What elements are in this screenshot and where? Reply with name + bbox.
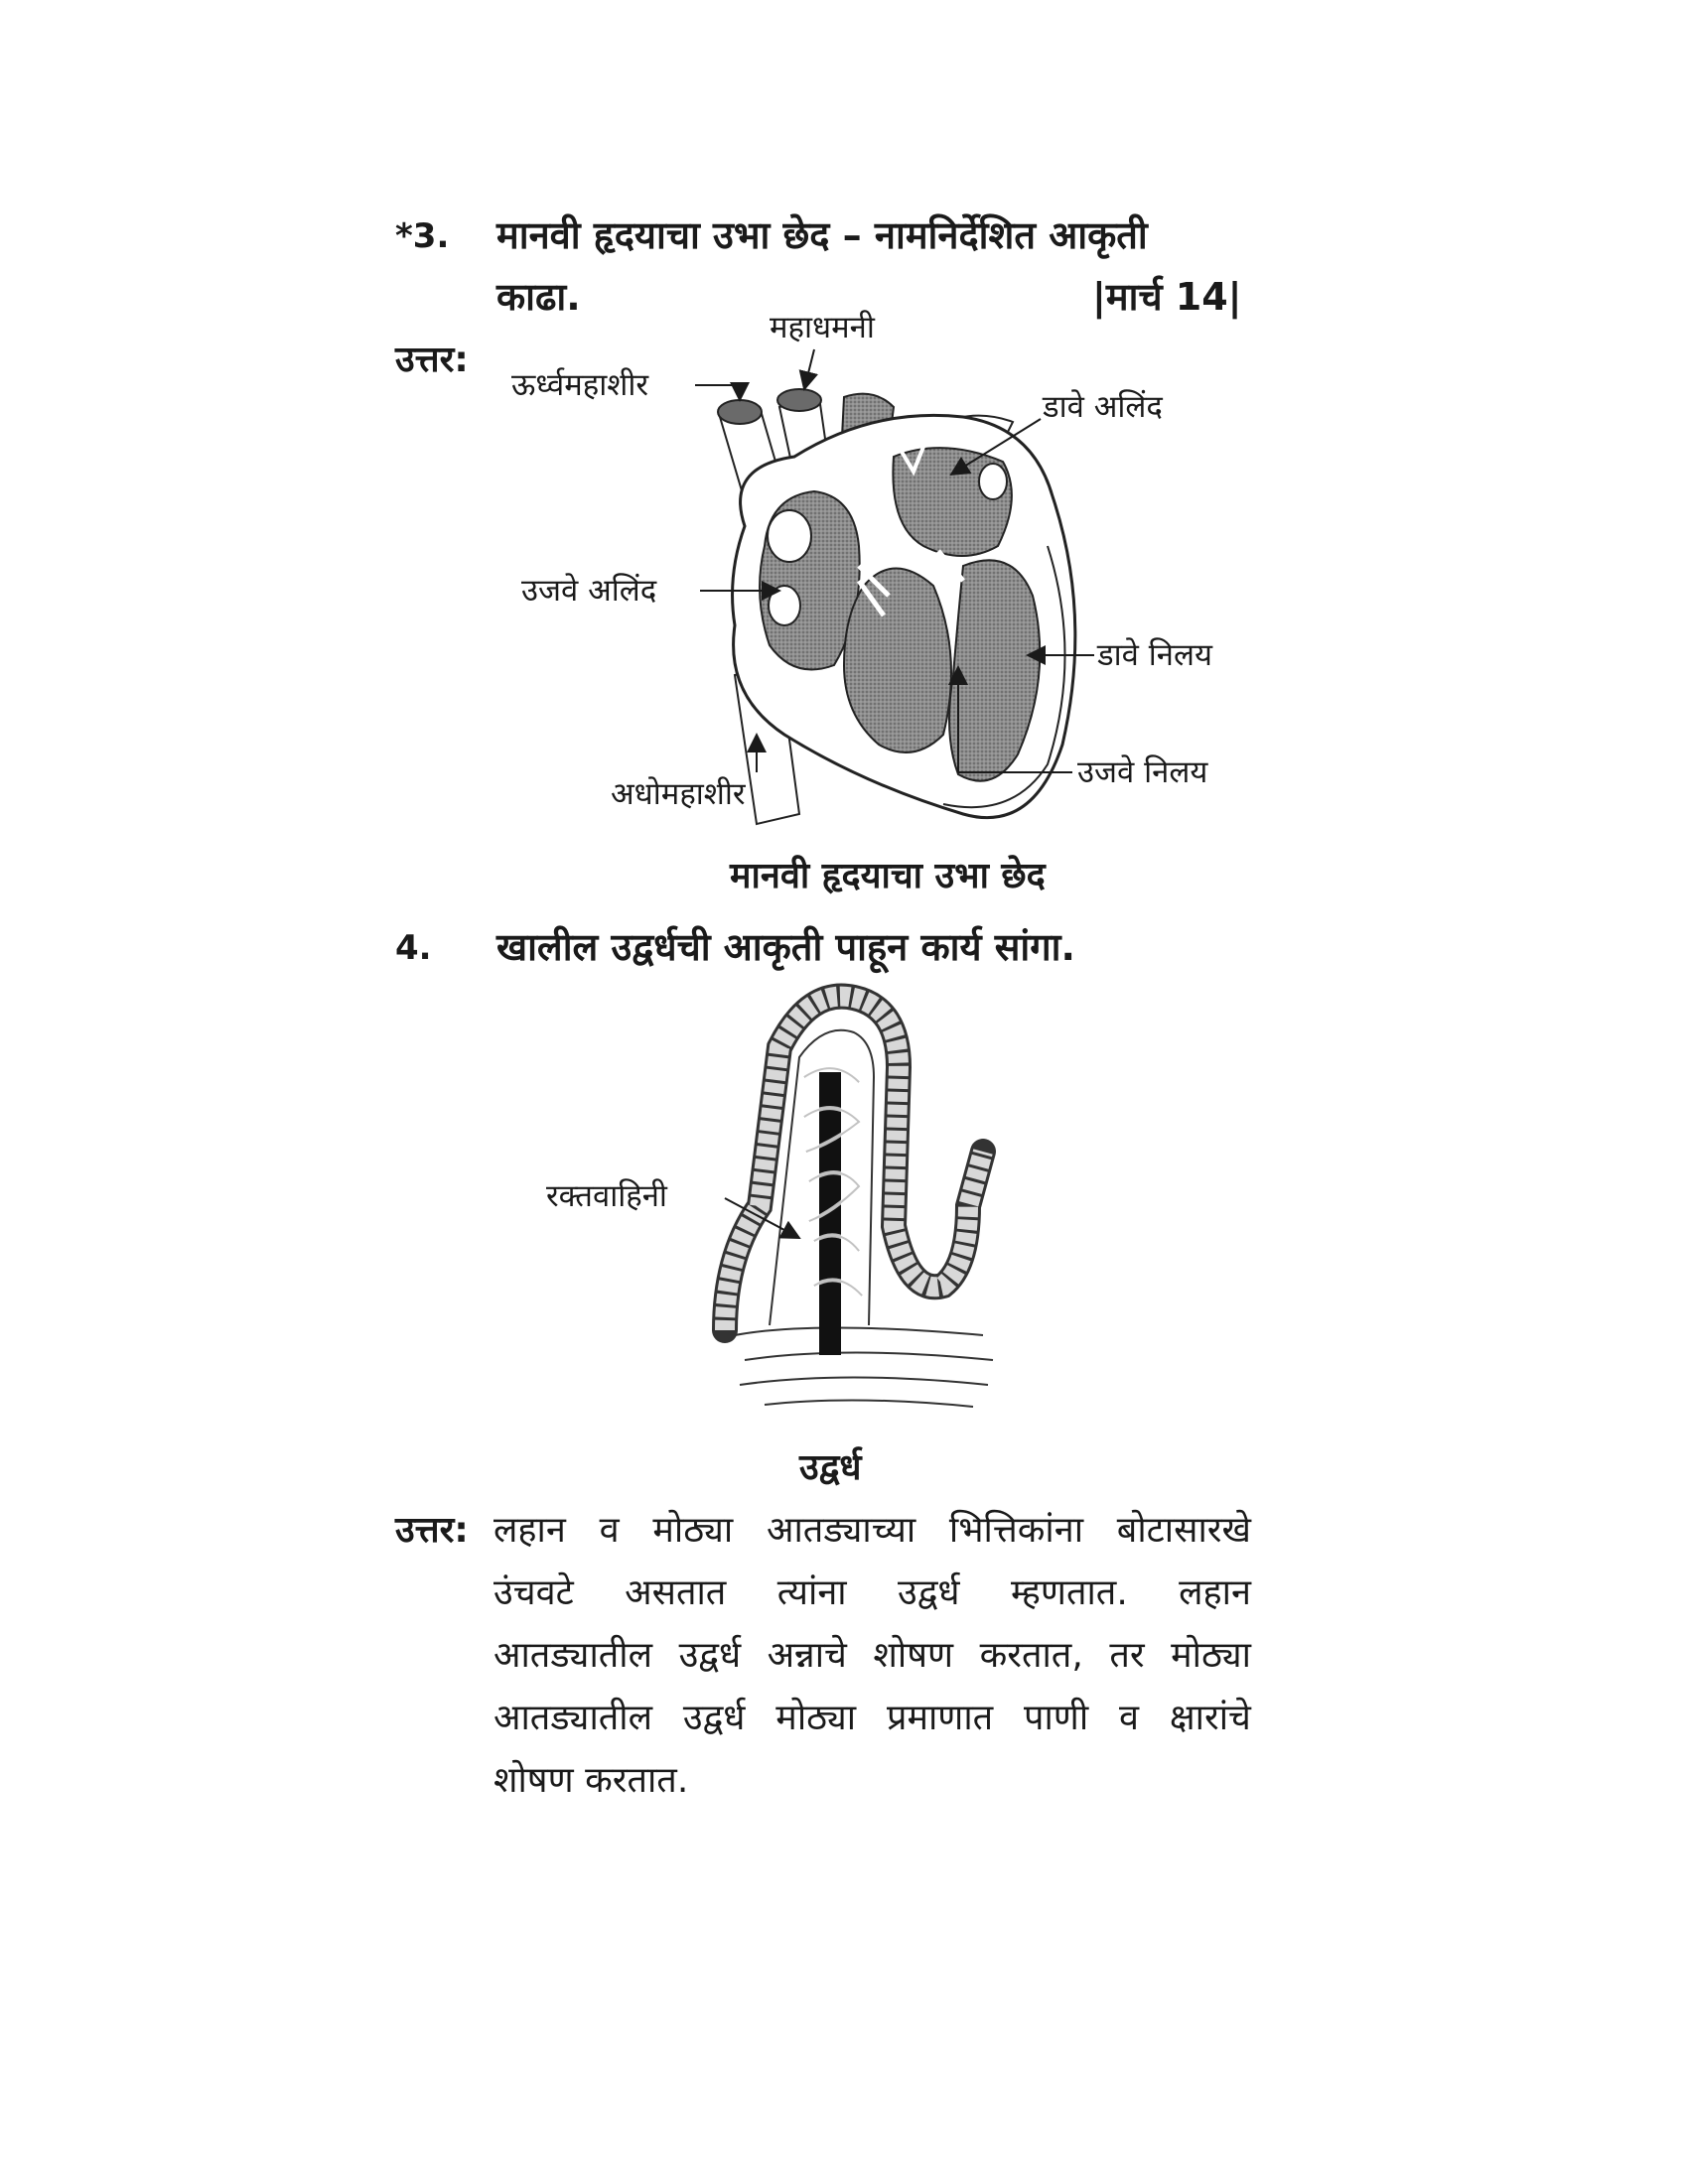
word: तर bbox=[1109, 1635, 1145, 1676]
word: करतात, bbox=[979, 1635, 1083, 1676]
label-left-ventricle: डावे निलय bbox=[1097, 637, 1212, 673]
word: व bbox=[1119, 1698, 1140, 1738]
answer-label: उत्तर: bbox=[395, 1510, 469, 1551]
word: भित्तिकांना bbox=[948, 1510, 1084, 1551]
label-inferior-vena-cava: अधोमहाशीर bbox=[611, 776, 746, 812]
exam-reference: |मार्च 14| bbox=[1092, 275, 1242, 319]
word: क्षारांचे bbox=[1169, 1698, 1251, 1738]
word: व bbox=[599, 1510, 620, 1551]
pointer-aorta bbox=[804, 349, 814, 389]
answer-line bbox=[493, 1629, 1251, 1678]
question-number: *3. bbox=[395, 216, 450, 256]
word: आतड्यातील bbox=[493, 1635, 653, 1676]
villus-diagram bbox=[516, 978, 1033, 1444]
word: पाणी bbox=[1024, 1698, 1089, 1738]
villus-base-layers bbox=[735, 1328, 993, 1408]
word: प्रमाणात bbox=[886, 1698, 994, 1738]
word: मोठ्या bbox=[652, 1510, 734, 1551]
word: अन्नाचे bbox=[767, 1635, 847, 1676]
word: उद्वर्ध bbox=[898, 1572, 960, 1613]
word: बोटासारखे bbox=[1116, 1510, 1251, 1551]
figure-caption-villus: उद्वर्ध bbox=[799, 1447, 862, 1488]
word: शोषण करतात. bbox=[493, 1760, 689, 1801]
answer-line bbox=[493, 1754, 688, 1803]
right-ventricle-chamber bbox=[844, 569, 951, 753]
question-number: 4. bbox=[395, 928, 432, 968]
word: आतड्याच्या bbox=[766, 1510, 916, 1551]
question-text bbox=[496, 208, 1251, 260]
answer-line bbox=[493, 1504, 1251, 1553]
question-line-2: काढा. bbox=[496, 275, 581, 319]
word: त्यांना bbox=[776, 1572, 847, 1613]
label-left-atrium: डावे अलिंद bbox=[1043, 389, 1163, 425]
label-right-atrium: उजवे अलिंद bbox=[521, 573, 657, 609]
right-atrium-opening bbox=[768, 510, 811, 562]
question-text: खालील उद्वर्धची आकृती पाहून कार्य सांगा. bbox=[496, 925, 1075, 969]
answer-line bbox=[493, 1567, 1251, 1615]
word: शोषण bbox=[873, 1635, 954, 1676]
question-line-1: मानवी हृदयाचा उभा छेद – नामनिर्देशित आकृती bbox=[496, 213, 1148, 257]
word: उद्वर्ध bbox=[682, 1698, 746, 1738]
answer-line bbox=[493, 1692, 1251, 1740]
word: मोठ्या bbox=[775, 1698, 857, 1738]
word: लहान bbox=[1179, 1572, 1251, 1613]
word: उद्वर्ध bbox=[678, 1635, 742, 1676]
left-atrium-opening bbox=[979, 464, 1007, 499]
word: म्हणतात. bbox=[1010, 1572, 1128, 1613]
figure-caption-heart: मानवी हृदयाचा उभा छेद bbox=[730, 856, 1046, 896]
superior-vena-cava-opening bbox=[718, 400, 762, 424]
word: मोठ्या bbox=[1171, 1635, 1251, 1676]
label-right-ventricle: उजवे निलय bbox=[1077, 754, 1208, 790]
label-superior-vena-cava: ऊर्ध्वमहाशीर bbox=[511, 367, 649, 403]
answer-label: उत्तर: bbox=[395, 340, 469, 380]
label-aorta: महाधमनी bbox=[770, 310, 875, 345]
heart-diagram bbox=[496, 298, 1291, 854]
aorta-opening bbox=[777, 389, 821, 411]
word: असतात bbox=[625, 1572, 727, 1613]
word: उंचवटे bbox=[493, 1572, 574, 1613]
pointer-superior-vena-cava bbox=[695, 385, 740, 400]
word: लहान bbox=[493, 1510, 566, 1551]
word: आतड्यातील bbox=[493, 1698, 653, 1738]
label-blood-vessel: रक्तवाहिनी bbox=[546, 1178, 667, 1214]
